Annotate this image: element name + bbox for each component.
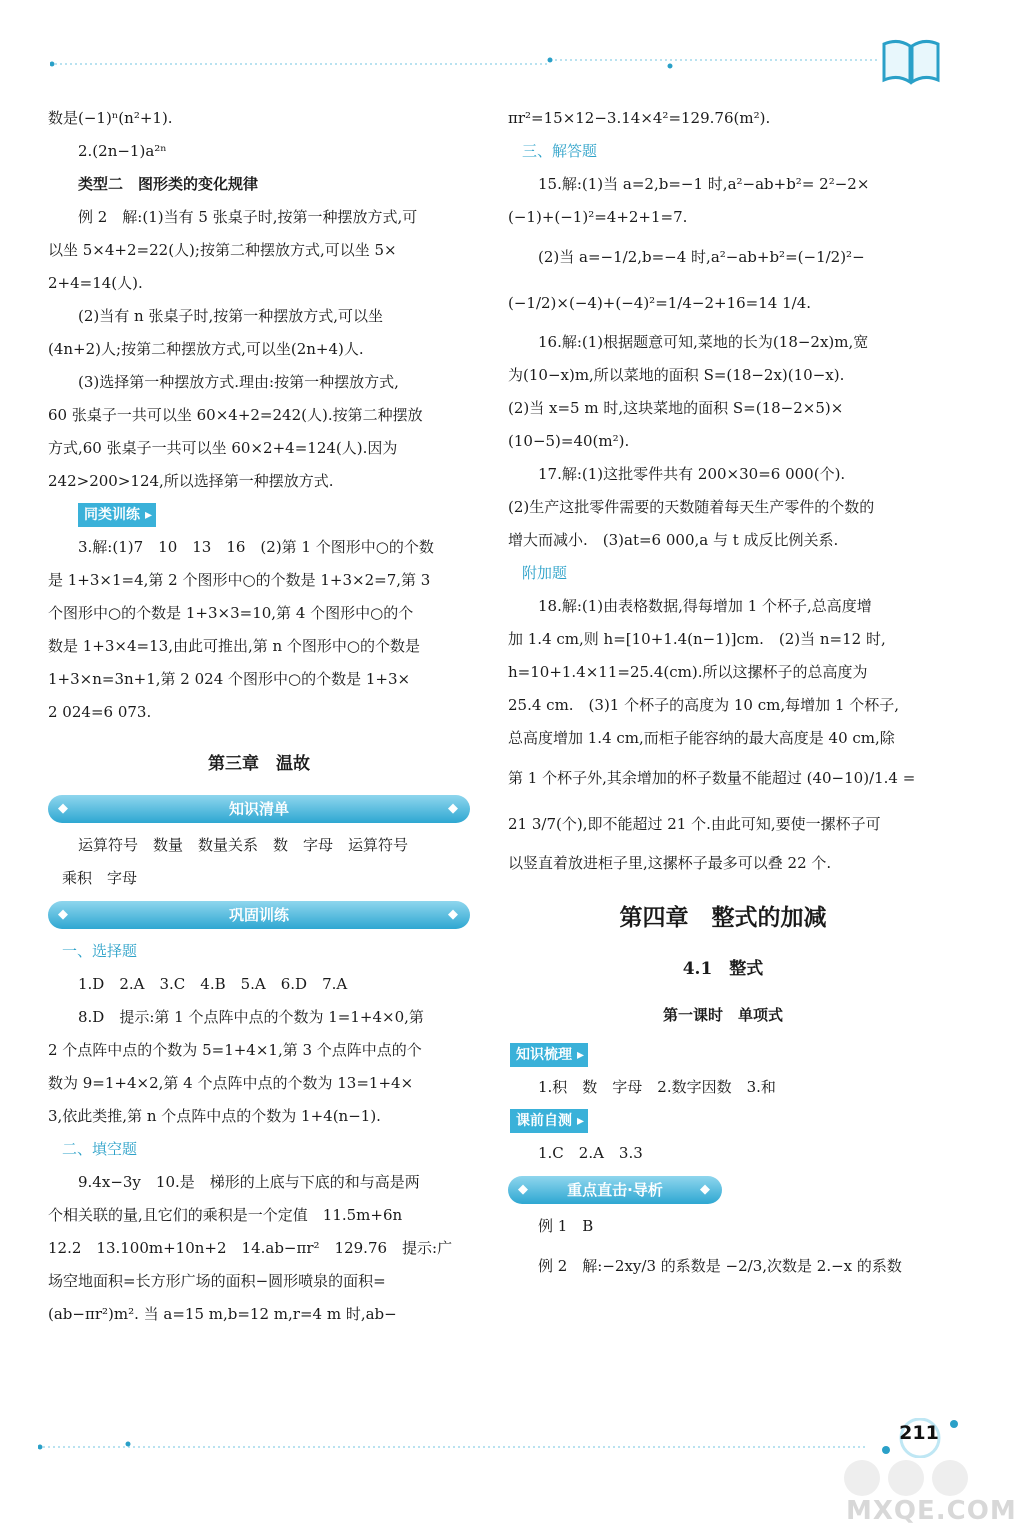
text-line: (3)选择第一种摆放方式.理由:按第一种摆放方式, xyxy=(78,373,399,391)
text-line: 12.2 13.100m+10n+2 14.ab−πr² 129.76 提示:广 xyxy=(48,1239,453,1257)
text-line: 例 2 解:(1)当有 5 张桌子时,按第一种摆放方式,可 xyxy=(78,208,418,226)
header-dotted-line xyxy=(50,57,880,71)
text-line: 1.积 数 字母 2.数字因数 3.和 xyxy=(538,1078,776,1096)
text-line: 乘积 字母 xyxy=(62,869,138,887)
banner-label: 重点直击·导析 xyxy=(567,1181,663,1199)
text-line: 是 1+3×1=4,第 2 个图形中○的个数是 1+3×2=7,第 3 xyxy=(48,571,431,589)
text-line: (2)当 a=−1/2,b=−4 时,a²−ab+b²=(−1/2)²− xyxy=(538,248,865,266)
text-line: 2+4=14(人). xyxy=(48,274,143,292)
text-line: 2 个点阵中点的个数为 5=1+4×1,第 3 个点阵中点的个 xyxy=(48,1041,422,1059)
same-type-badge: 同类训练 ▸ xyxy=(78,503,156,527)
text-line: 18.解:(1)由表格数据,得每增加 1 个杯子,总高度增 xyxy=(538,597,872,615)
diamond-icon: ◆ xyxy=(700,1182,710,1197)
diamond-icon: ◆ xyxy=(58,907,68,922)
left-column xyxy=(48,102,470,1331)
text-line: 总高度增加 1.4 cm,而柜子能容纳的最大高度是 40 cm,除 xyxy=(508,729,895,747)
section-heading: 一、选择题 xyxy=(62,942,138,960)
consolidate-banner xyxy=(48,901,470,929)
text-line: 个相关联的量,且它们的乘积是一个定值 11.5m+6n xyxy=(48,1206,403,1224)
text-line: πr²=15×12−3.14×4²=129.76(m²). xyxy=(508,109,771,127)
text-line: 加 1.4 cm,则 h=[10+1.4(n−1)]cm. (2)当 n=12 时, xyxy=(508,630,886,648)
section-title: 4.1 整式 xyxy=(682,959,764,979)
text-line: 数为 9=1+4×2,第 4 个点阵中点的个数为 13=1+4× xyxy=(48,1074,414,1092)
text-line: 242>200>124,所以选择第一种摆放方式. xyxy=(48,472,334,490)
diamond-icon: ◆ xyxy=(448,801,458,816)
text-line: 21 3/7(个),即不能超过 21 个.由此可知,要使一摞杯子可 xyxy=(508,815,881,833)
text-line: 以坐 5×4+2=22(人);按第二种摆放方式,可以坐 5× xyxy=(48,241,397,259)
text-line: 为(10−x)m,所以菜地的面积 S=(18−2x)(10−x). xyxy=(508,366,845,384)
right-column xyxy=(508,102,938,1289)
text-line: 以竖直着放进柜子里,这摞杯子最多可以叠 22 个. xyxy=(508,854,832,872)
text-line: 1+3×n=3n+1,第 2 024 个图形中○的个数是 1+3× xyxy=(48,670,411,688)
text-line: (10−5)=40(m²). xyxy=(508,432,630,450)
watermark-text: MXQE.COM xyxy=(846,1496,1017,1526)
open-book-icon xyxy=(880,34,942,86)
text-line: 25.4 cm. (3)1 个杯子的高度为 10 cm,每增加 1 个杯子, xyxy=(508,696,899,714)
diamond-icon: ◆ xyxy=(448,907,458,922)
text-line: 数是 1+3×4=13,由此可推出,第 n 个图形中○的个数是 xyxy=(48,637,421,655)
text-line: 17.解:(1)这批零件共有 200×30=6 000(个). xyxy=(538,465,846,483)
knowledge-list-banner xyxy=(48,795,470,823)
text-line: (2)生产这批零件需要的天数随着每天生产零件的个数的 xyxy=(508,498,875,516)
banner-label: 知识清单 xyxy=(228,800,289,818)
badge-row xyxy=(508,1038,938,1071)
text-line: 场空地面积=长方形广场的面积−圆形喷泉的面积= xyxy=(48,1272,386,1290)
lesson-title: 第一课时 单项式 xyxy=(662,1006,783,1024)
text-line: 15.解:(1)当 a=2,b=−1 时,a²−ab+b²= 2²−2× xyxy=(538,175,870,193)
key-points-banner xyxy=(508,1176,722,1204)
text-line: 增大而减小. (3)at=6 000,a 与 t 成反比例关系. xyxy=(508,531,839,549)
text-line: 1.C 2.A 3.3 xyxy=(538,1144,643,1162)
text-line: 8.D 提示:第 1 个点阵中点的个数为 1=1+4×0,第 xyxy=(78,1008,424,1026)
diamond-icon: ◆ xyxy=(58,801,68,816)
text-line: (4n+2)人;按第二种摆放方式,可以坐(2n+4)人. xyxy=(48,340,364,358)
text-line: 3,依此类推,第 n 个点阵中点的个数为 1+4(n−1). xyxy=(48,1107,381,1125)
text-line: 运算符号 数量 数量关系 数 字母 运算符号 xyxy=(78,836,409,854)
pretest-badge: 课前自测 ▸ xyxy=(510,1109,588,1133)
text-line: 方式,60 张桌子一共可以坐 60×2+4=124(人).因为 xyxy=(48,439,398,457)
text-line: 3.解:(1)7 10 13 16 (2)第 1 个图形中○的个数 xyxy=(78,538,434,556)
badge-row xyxy=(508,1104,938,1137)
text-line: 9.4x−3y 10.是 梯形的上底与下底的和与高是两 xyxy=(78,1173,420,1191)
text-line: 数是(−1)ⁿ(n²+1). xyxy=(48,109,173,127)
knowledge-sort-badge: 知识梳理 ▸ xyxy=(510,1043,588,1067)
footer-dotted-line xyxy=(38,1441,868,1453)
section-heading: 二、填空题 xyxy=(62,1140,138,1158)
section-heading: 三、解答题 xyxy=(522,142,598,160)
diamond-icon: ◆ xyxy=(518,1182,528,1197)
section-heading: 附加题 xyxy=(522,564,568,582)
text-line: 60 张桌子一共可以坐 60×4+2=242(人).按第二种摆放 xyxy=(48,406,423,424)
text-line: 2 024=6 073. xyxy=(48,703,152,721)
text-line: 1.D 2.A 3.C 4.B 5.A 6.D 7.A xyxy=(78,975,348,993)
text-line: (−1)+(−1)²=4+2+1=7. xyxy=(508,208,688,226)
text-line: 个图形中○的个数是 1+3×3=10,第 4 个图形中○的个 xyxy=(48,604,414,622)
chapter-title: 第四章 整式的加减 xyxy=(619,904,827,931)
type-heading: 类型二 图形类的变化规律 xyxy=(78,175,259,193)
text-line: h=10+1.4×11=25.4(cm).所以这摞杯子的总高度为 xyxy=(508,663,868,681)
page-number: 211 xyxy=(899,1422,939,1444)
answer-line: 2.(2n−1)a²ⁿ xyxy=(78,142,167,160)
text-line: 例 1 B xyxy=(538,1217,594,1235)
text-line: 例 2 解:−2xy/3 的系数是 −2/3,次数是 2.−x 的系数 xyxy=(538,1257,902,1275)
text-line: 第 1 个杯子外,其余增加的杯子数量不能超过 (40−10)/1.4 = xyxy=(508,769,916,787)
badge-row xyxy=(48,498,470,531)
text-line: (−1/2)×(−4)+(−4)²=1/4−2+16=14 1/4. xyxy=(508,294,812,312)
banner-label: 巩固训练 xyxy=(228,906,289,924)
text-line: (ab−πr²)m². 当 a=15 m,b=12 m,r=4 m 时,ab− xyxy=(48,1305,397,1323)
text-line: (2)当有 n 张桌子时,按第一种摆放方式,可以坐 xyxy=(78,307,383,325)
text-line: 16.解:(1)根据题意可知,菜地的长为(18−2x)m,宽 xyxy=(538,333,869,351)
text-line: (2)当 x=5 m 时,这块菜地的面积 S=(18−2×5)× xyxy=(508,399,844,417)
chapter-title: 第三章 温故 xyxy=(208,754,310,774)
